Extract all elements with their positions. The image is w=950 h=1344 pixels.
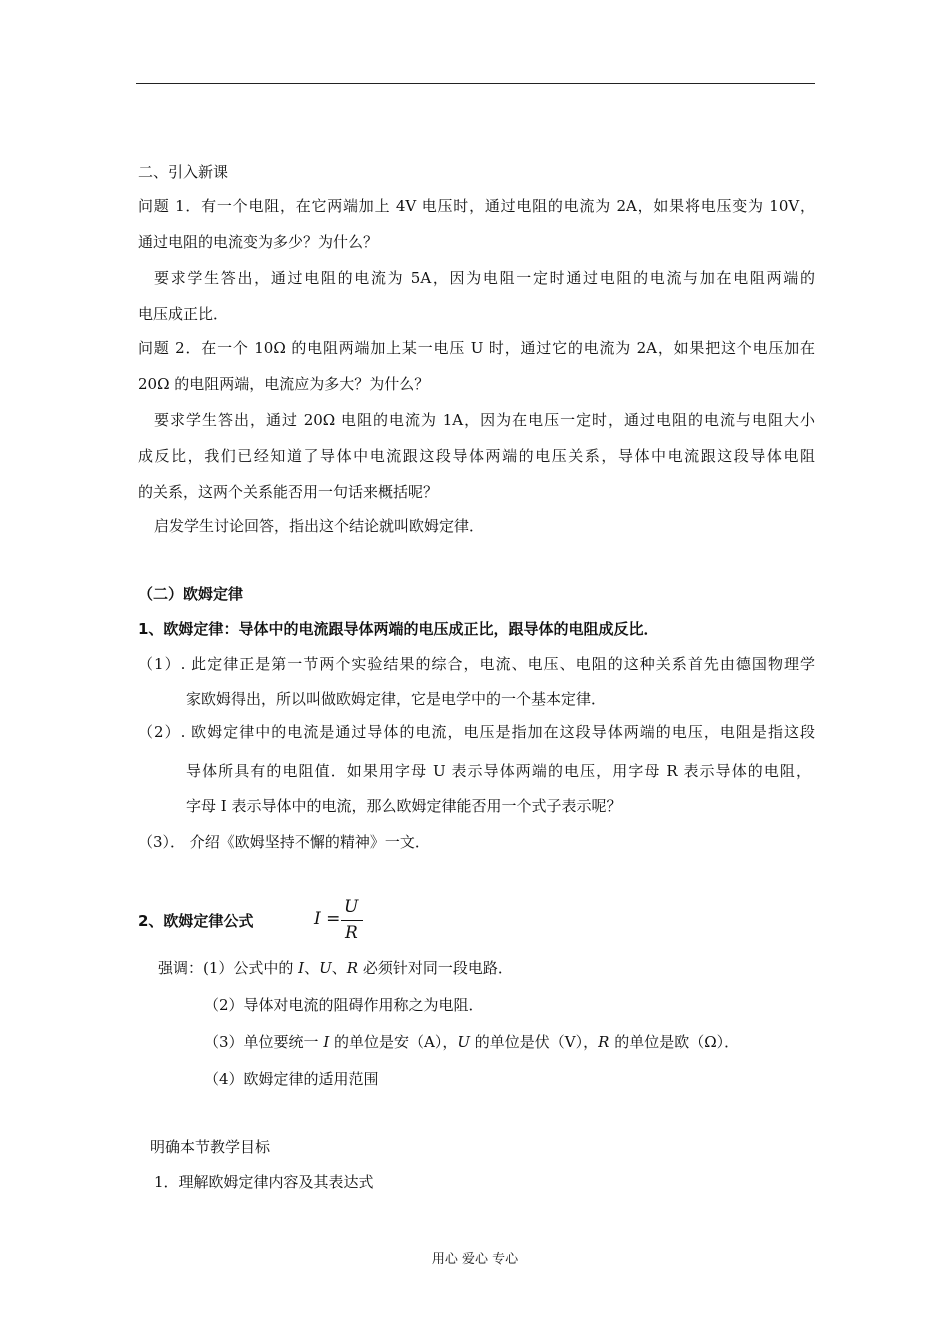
emphasis-1-prefix: 强调：(1）公式中的: [158, 959, 299, 977]
emphasis-3: [204, 1032, 739, 1052]
header-rule: [136, 83, 815, 84]
symbol-i: I: [298, 959, 305, 977]
ohm-section-heading: （二）欧姆定律: [138, 585, 244, 603]
emphasis-1-suffix: 必须针对同一段电路．: [358, 959, 513, 977]
emphasis-4: （4）欧姆定律的适用范围: [204, 1070, 379, 1088]
conclusion-text: 启发学生讨论回答，指出这个结论就叫欧姆定律．: [154, 517, 485, 535]
symbol-u: U: [457, 1033, 471, 1051]
emphasis-2: （2）导体对电流的阻碍作用称之为电阻．: [204, 996, 484, 1014]
ohm-law-statement: 1、欧姆定律：导体中的电流跟导体两端的电压成正比，跟导体的电阻成反比．: [138, 620, 659, 638]
point-1-line-1: （1）. 此定律正是第一节两个实验结果的综合，电流、电压、电阻的这种关系首先由德国物理学: [138, 655, 815, 673]
answer-1-line-2: 电压成正比．: [138, 305, 229, 323]
point-1-line-2: 家欧姆得出，所以叫做欧姆定律，它是电学中的一个基本定律．: [186, 690, 607, 708]
question-1-line-1: 问题 1．有一个电阻，在它两端加上 4V 电压时，通过电阻的电流为 2A，如果将电压变为 10V，: [138, 197, 815, 215]
question-2-line-2: 20Ω 的电阻两端，电流应为多大？为什么？: [138, 375, 430, 393]
answer-2-line-1: 要求学生答出，通过 20Ω 电阻的电流为 1A，因为在电压一定时，通过电阻的电流与电阻大小: [154, 411, 815, 429]
point-2-line-1: （2）. 欧姆定律中的电流是通过导体的电流，电压是指加在这段导体两端的电压，电阻是指这段: [138, 723, 815, 741]
point-2-line-3: 字母 I 表示导体中的电流，那么欧姆定律能否用一个式子表示呢？: [186, 797, 622, 815]
formula-label: 2、欧姆定律公式: [138, 912, 254, 930]
ohm-formula: [314, 897, 374, 945]
formula-numerator: U: [344, 897, 359, 917]
emphasis-3-text: 的单位是伏（V），: [470, 1033, 599, 1051]
answer-1-line-1: 要求学生答出，通过电阻的电流为 5A，因为电阻一定时通过电阻的电流与加在电阻两端的: [154, 269, 815, 287]
formula-denominator: R: [345, 923, 358, 943]
answer-2-line-3: 的关系，这两个关系能否用一句话来概括呢？: [138, 483, 439, 501]
formula-lhs: I =: [314, 909, 341, 929]
page-footer: 用心 爱心 专心: [431, 1252, 519, 1267]
emphasis-3-text: 的单位是欧（Ω）．: [609, 1033, 740, 1051]
symbol-i: I: [323, 1033, 330, 1051]
emphasis-3-text: 的单位是安（A），: [329, 1033, 458, 1051]
answer-2-line-2: 成反比，我们已经知道了导体中电流跟这段导体两端的电压关系，导体中电流跟这段导体电阻: [138, 447, 815, 465]
goals-heading: 明确本节教学目标: [150, 1138, 271, 1156]
symbol-r: R: [346, 959, 359, 977]
emphasis-3-text: （3）单位要统一: [204, 1033, 324, 1051]
question-2-line-1: 问题 2．在一个 10Ω 的电阻两端加上某一电压 U 时，通过它的电流为 2A，如果把这个电压加在: [138, 339, 815, 357]
point-3: （3）． 介绍《欧姆坚持不懈的精神》一文．: [138, 833, 430, 851]
question-1-line-2: 通过电阻的电流变为多少？为什么？: [138, 233, 379, 251]
symbol-r: R: [598, 1033, 610, 1051]
symbol-u: U: [319, 959, 332, 977]
intro-heading: 二、引入新课: [138, 163, 229, 181]
fraction-bar: [341, 920, 363, 921]
point-2-line-2: 导体所具有的电阻值．如果用字母 U 表示导体两端的电压，用字母 R 表示导体的电阻，: [186, 762, 811, 780]
emphasis-1: [158, 958, 513, 978]
separator: 、: [304, 959, 320, 977]
goal-item-1: 1．理解欧姆定律内容及其表达式: [154, 1173, 374, 1191]
separator: 、: [331, 959, 347, 977]
